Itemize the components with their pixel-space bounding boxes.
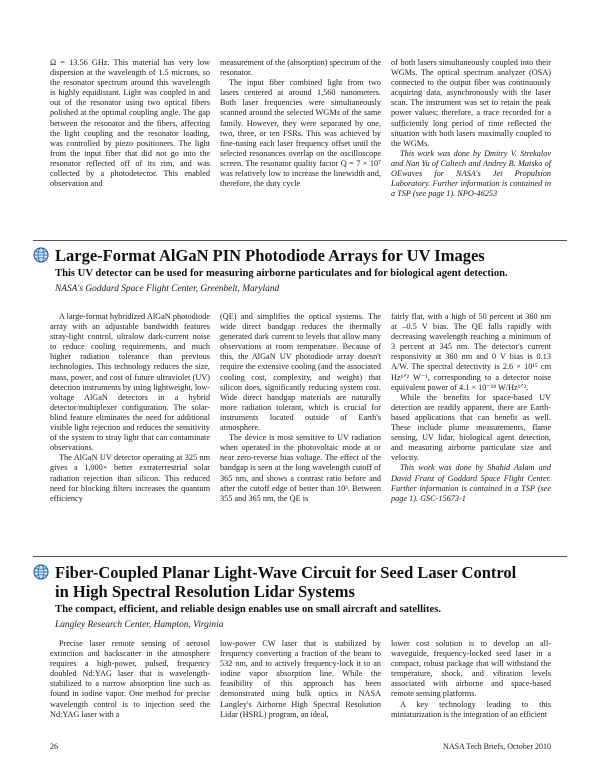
article-1-column-3 <box>391 312 551 504</box>
body-paragraph: measurement of the (absorption) spectrum of the resonator. <box>220 58 381 78</box>
globe-icon <box>33 247 49 263</box>
article-2-header <box>33 563 567 631</box>
section-divider <box>33 556 567 557</box>
page-number: 26 <box>50 742 58 751</box>
top-column-3 <box>391 58 551 199</box>
article-title-line-1: Fiber-Coupled Planar Light-Wave Circuit for Seed Laser Control <box>55 563 517 582</box>
credit-paragraph: This work was done by Dmitry V. Strekalov and Nan Yu of Caltech and Andrey B. Matsko of OEwaves for NASA's Jet Propulsion Laboratory. Further information is contained in a TSP (see page 1). NPO-46253 <box>391 148 551 199</box>
publication-footer: NASA Tech Briefs, October 2010 <box>443 742 551 751</box>
body-paragraph: fairly flat, with a high of 50 percent at 360 nm at –0.5 V bias. The QE falls rapidly with decreasing wavelength reaching a minimum of 3 percent at 345 nm. The detector's current responsivity at 360 nm and 0 V bias is 0.13 A/W. The spectral detectivity is 2.6 × 10¹⁵ cm Hz¹ᐟ² W⁻¹, corresponding to a detector noise equivalent power of 4.1 × 10⁻¹⁸ W/Hz¹ᐟ². <box>391 312 551 392</box>
credit-paragraph: This work was done by Shahid Aslam and David Franz of Goddard Space Flight Center. Further information is contained in a TSP (see page 1). GSC-15673-1 <box>391 463 551 503</box>
body-paragraph: A key technology leading to this miniaturization is the integration of an efficient <box>391 699 551 719</box>
body-paragraph: The AlGaN UV detector operating at 325 nm gives a 1,000× better extraterrestrial solar radiation rejection than silicon. This reduced need for blocking filters increases the quantum efficiency <box>50 453 210 503</box>
body-paragraph: low-power CW laser that is stabilized by frequency converting a fraction of the beam to 532 nm, and to actively frequency-lock it to an iodine vapor absorption line. While the feasibility of this approach has been demonstrated using bulk optics in NASA Langley's Airborne High Spectral Resolution Lidar (HSRL) program, an ideal, <box>220 639 381 719</box>
article-2-column-1 <box>50 639 210 720</box>
top-column-1 <box>50 58 210 189</box>
article-subtitle: The compact, efficient, and reliable design enables use on small aircraft and satellites. <box>55 604 441 615</box>
article-1-column-2 <box>220 312 381 504</box>
body-paragraph: of both lasers simultaneously coupled into their WGMs. The optical spectrum analyzer (OSA) connected to the output fiber was continuously acquiring data, asynchronously with the laser scan. The instrument was set to retain the peak power values; therefore, a trace recorded for a sufficiently long period of time reflected the situation with both lasers maximally coupled to the WGMs. <box>391 58 551 148</box>
top-column-2 <box>220 58 381 189</box>
body-paragraph: The input fiber combined light from two lasers centered at around 1,560 nanometers. Both laser frequencies were simultaneously scanned around the selected WGMs of the same family. However, they were separated by one, two, three, or ten FSRs. This was achieved by fine-tuning each laser frequency offset until the selected resonances overlap on the oscilloscope screen. The resonator quality factor Q = 7 × 10⁷ was relatively low to increase the linewidth and, therefore, the duty cycle <box>220 78 381 189</box>
article-affiliation: NASA's Goddard Space Flight Center, Greenbelt, Maryland <box>55 284 280 294</box>
body-paragraph: Ω = 13.56 GHz. This material has very low dispersion at the wavelength of 1.5 microns, so the resonator spectrum around this wavelength is highly equidistant. Light was coupled in and out of the resonator using two optical fibers polished at the optimal coupling angle. The gap between the resonator and the fibers, affecting the light coupling and the resonator loading, was controlled by piezo positioners. The light from the input fiber that did not go into the resonator reflected off of its rim, and was collected by a photodetector. This enabled observation and <box>50 58 210 189</box>
body-paragraph: While the benefits for space-based UV detection are readily apparent, there are Earth-based applications that can benefit as well. These include plume measurements, flame sensing, UV lidar, biological agent detection, and measuring airborne particulate size and velocity. <box>391 392 551 463</box>
article-affiliation: Langley Research Center, Hampton, Virginia <box>55 620 224 630</box>
article-title-line-2: in High Spectral Resolution Lidar Systems <box>55 582 355 601</box>
article-1-column-1 <box>50 312 210 504</box>
globe-icon <box>33 564 49 580</box>
article-1-header <box>33 246 567 295</box>
article-2-column-2 <box>220 639 381 720</box>
section-divider <box>33 240 567 241</box>
body-paragraph: A large-format hybridized AlGaN photodiode array with an adjustable bandwidth features stray-light control, ultralow dark-current noise to reduce cooling requirements, and much higher radiation tolerance than previous technologies. This technology reduces the size, mass, power, and cost of future ultraviolet (UV) detection instruments by using lightweight, low-voltage AlGaN detectors in a hybrid detector/multiplexer configuration. The solar-blind feature eliminates the need for additional visible light rejection and reduces the sensitivity of the system to stray light that can contaminate observations. <box>50 312 210 453</box>
article-title: Large-Format AlGaN PIN Photodiode Arrays for UV Images <box>55 246 485 265</box>
body-paragraph: (QE) and simplifies the optical systems. The wide direct bandgap reduces the thermally generated dark current to levels that allow many observations at room temperature. Because of this, the AlGaN UV photodiode array doesn't require the extensive cooling (and the associated cooling cost, complexity, and weight) that silicon does, significantly reducing system cost. Wide direct bandgap materials are naturally more radiation tolerant, which is crucial for instruments located outside of Earth's atmosphere. <box>220 312 381 433</box>
body-paragraph: The device is most sensitive to UV radiation when operated in the photovoltaic mode at or near zero-reverse bias voltage. The effect of the bandgap is seen at the long wavelength cutoff of 365 nm, and shows a contrast ratio before and after the cutoff edge of better than 10³. Between 355 and 365 nm, the QE is <box>220 433 381 503</box>
body-paragraph: Precise laser remote sensing of aerosol extinction and backscatter in the atmosphere requires a high-power, pulsed, frequency doubled Nd:YAG laser that is wavelength-stabilized to a narrow absorption line such as found in iodine vapor. One method for precise wavelength control is to injection seed the Nd:YAG laser with a <box>50 639 210 719</box>
article-2-column-3 <box>391 639 551 720</box>
article-subtitle: This UV detector can be used for measuring airborne particulates and for biological agent detection. <box>55 268 508 279</box>
body-paragraph: lower cost solution is to develop an all-waveguide, frequency-locked seed laser in a compact, robust package that will withstand the temperature, shock, and vibration levels associated with airborne and space-based remote sensing platforms. <box>391 639 551 699</box>
